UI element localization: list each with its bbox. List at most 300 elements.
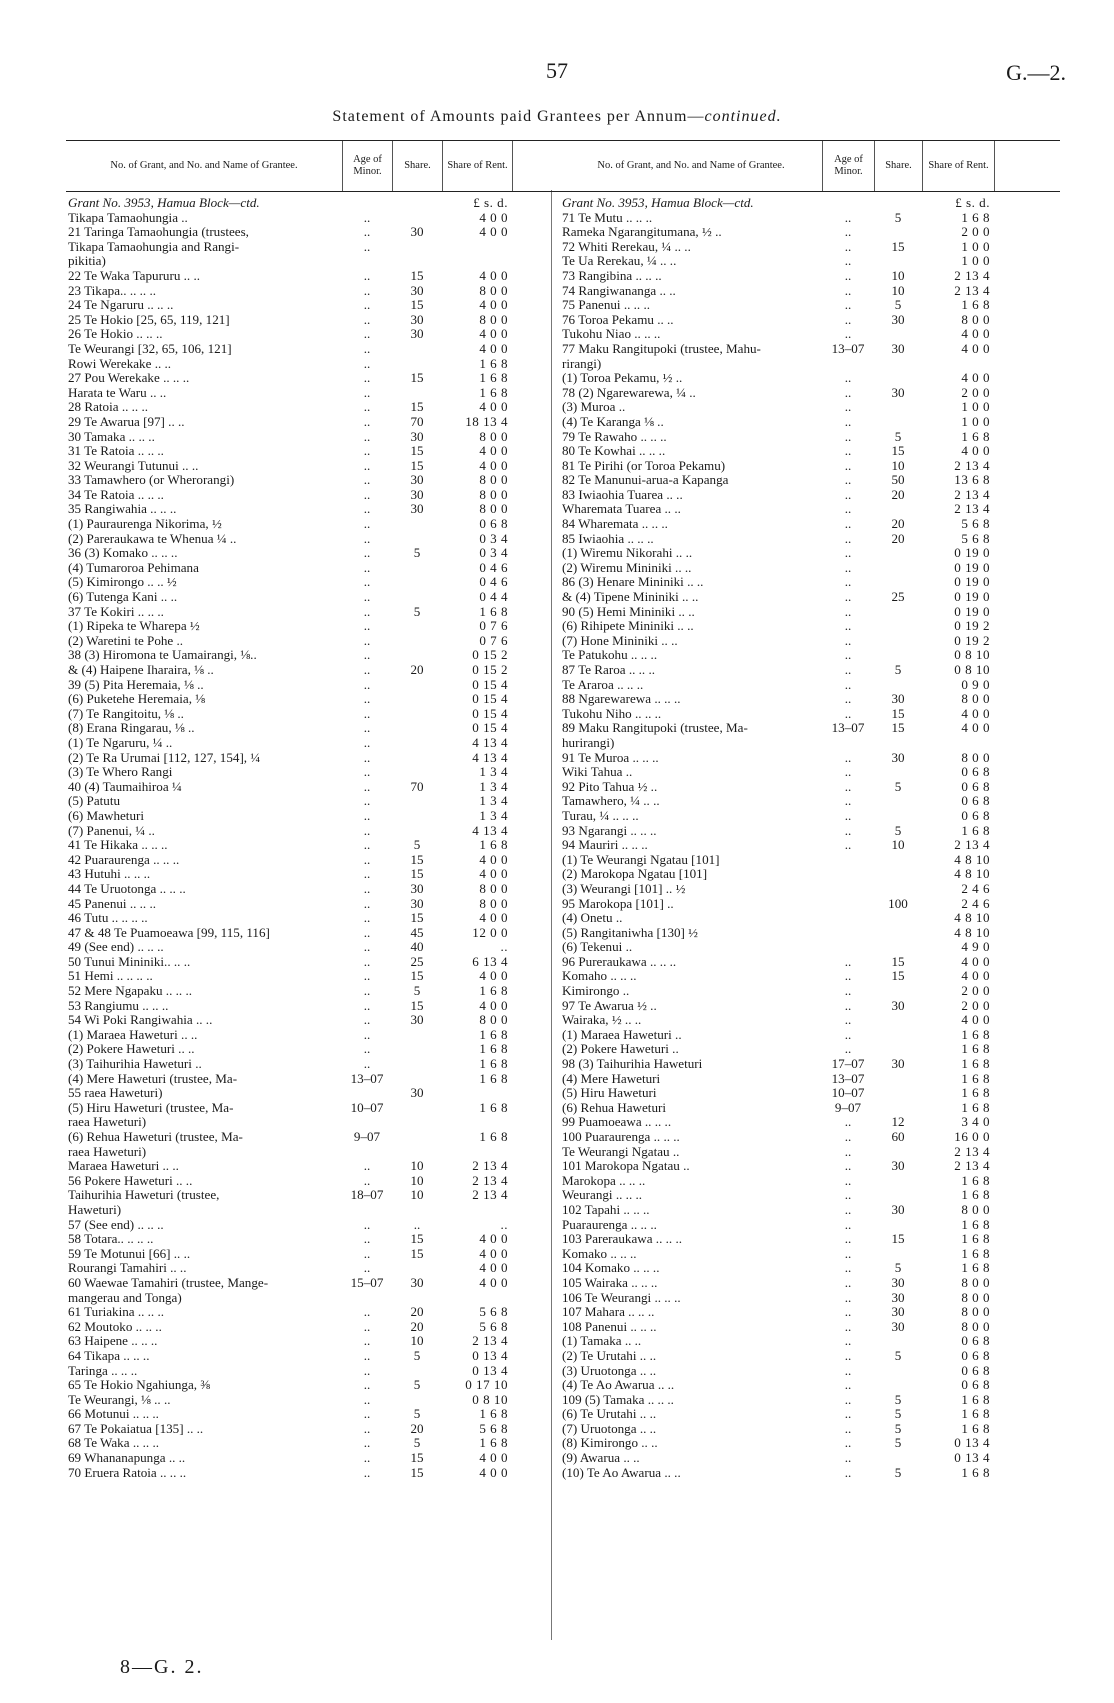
share-value <box>874 736 922 751</box>
share-value <box>392 211 442 226</box>
share-value: 15 <box>410 400 424 415</box>
minor-age: .. <box>844 1465 852 1480</box>
share-value: 15 <box>410 371 424 386</box>
rent-amount: 4 9 0 <box>961 940 990 955</box>
minor-age: .. <box>844 1421 852 1436</box>
minor-age: .. <box>363 1465 371 1480</box>
share-value: 30 <box>410 473 424 488</box>
share-value <box>874 1334 922 1349</box>
table-row <box>66 634 578 649</box>
grantee-name: (3) Taihurihia Haweturi .. <box>68 1057 202 1072</box>
minor-age: .. <box>363 721 371 736</box>
minor-age: .. <box>844 1334 852 1349</box>
share-value <box>874 1174 922 1189</box>
table-row <box>560 634 1060 649</box>
grantee-name: Te Weurangi [32, 65, 106, 121] <box>68 341 232 356</box>
rent-amount: 0 8 10 <box>954 648 990 663</box>
table-row <box>560 517 1060 532</box>
share-value <box>874 400 922 415</box>
table-row <box>66 1393 578 1408</box>
rent-amount: 4 0 0 <box>961 341 990 356</box>
share-value <box>392 1291 442 1306</box>
table-row <box>560 1291 1060 1306</box>
share-value: 30 <box>410 429 424 444</box>
share-value <box>392 1364 442 1379</box>
share-value <box>392 721 442 736</box>
table-row <box>66 751 578 766</box>
rent-amount: 18 13 4 <box>465 414 508 429</box>
table-row <box>560 342 1060 357</box>
minor-age: .. <box>363 692 371 707</box>
rent-amount: 2 13 4 <box>954 458 990 473</box>
share-value <box>392 561 442 576</box>
rent-amount: 1 6 8 <box>479 1057 508 1072</box>
share-value: 30 <box>410 1275 424 1290</box>
grantee-name: 69 Whananapunga .. .. <box>68 1451 186 1466</box>
grantee-name: (7) Uruotonga .. .. <box>562 1421 657 1436</box>
table-row <box>66 955 578 970</box>
share-value: 25 <box>410 954 424 969</box>
table-row <box>66 1130 578 1145</box>
share-value: 10 <box>891 283 905 298</box>
table-row <box>560 473 1060 488</box>
table-row <box>66 780 578 795</box>
rent-amount: 8 0 0 <box>479 881 508 896</box>
table-row <box>66 999 578 1014</box>
table-row <box>560 1232 1060 1247</box>
share-value <box>874 619 922 634</box>
rent-amount: 8 0 0 <box>479 502 508 517</box>
rent-amount: 5 6 8 <box>479 1319 508 1334</box>
minor-age: .. <box>844 1188 852 1203</box>
minor-age: .. <box>363 867 371 882</box>
minor-age: .. <box>844 1144 852 1159</box>
header-share: Share. <box>874 141 922 191</box>
rent-amount: 1 3 4 <box>479 808 508 823</box>
minor-age: .. <box>363 312 371 327</box>
table-row <box>560 327 1060 342</box>
grantee-name: (7) Panenui, ¼ .. <box>68 823 155 838</box>
rent-amount: 6 13 4 <box>472 954 508 969</box>
minor-age: .. <box>363 341 371 356</box>
rent-amount: 1 6 8 <box>961 1407 990 1422</box>
table-row <box>560 897 1060 912</box>
grantee-name: 101 Marokopa Ngatau .. <box>562 1159 690 1174</box>
rent-amount: 2 13 4 <box>954 1144 990 1159</box>
grantee-name: (6) Rehua Haweturi (trustee, Ma- <box>68 1130 243 1144</box>
table-row <box>66 1247 578 1262</box>
share-value <box>392 1130 442 1145</box>
grantee-name: 83 Iwiaohia Tuarea .. .. <box>562 487 683 502</box>
rent-amount: 4 0 0 <box>479 1232 508 1247</box>
rent-amount: 2 0 0 <box>961 984 990 999</box>
share-value <box>874 1013 922 1028</box>
table-row <box>560 1247 1060 1262</box>
table-row <box>66 911 578 926</box>
minor-age: .. <box>844 268 852 283</box>
share-value: 5 <box>894 823 902 838</box>
share-value: 30 <box>410 312 424 327</box>
table-row <box>66 1305 578 1320</box>
grantee-name: (8) Erana Ringarau, ⅛ .. <box>68 721 195 736</box>
share-value <box>392 678 442 693</box>
minor-age <box>342 1203 392 1218</box>
table-row <box>66 400 578 415</box>
minor-age: .. <box>363 677 371 692</box>
table-row <box>560 619 1060 634</box>
grantee-name: 29 Te Awarua [97] .. .. <box>68 414 185 429</box>
grantee-name: 74 Rangiwananga .. .. <box>562 283 676 298</box>
table-row <box>560 853 1060 868</box>
rent-amount: 8 0 0 <box>961 692 990 707</box>
grantee-name: (3) Te Whero Rangi <box>68 765 173 780</box>
share-value <box>392 357 442 372</box>
rent-amount: 1 6 8 <box>479 1042 508 1057</box>
table-row <box>66 1188 578 1203</box>
minor-age: .. <box>363 954 371 969</box>
minor-age: .. <box>844 954 852 969</box>
minor-age: .. <box>363 1261 371 1276</box>
rent-amount: 0 3 4 <box>479 531 508 546</box>
grantee-name: Komako .. .. .. <box>562 1246 637 1261</box>
title-continued: continued. <box>704 108 782 125</box>
grantee-name: 92 Pito Tahua ½ .. <box>562 779 658 794</box>
minor-age: .. <box>363 400 371 415</box>
rent-amount: 1 6 8 <box>961 1100 990 1115</box>
table-row <box>66 1334 578 1349</box>
share-value: 30 <box>410 327 424 342</box>
rent-amount: 13 6 8 <box>954 473 990 488</box>
rent-amount: 1 6 8 <box>961 1086 990 1101</box>
share-value: 15 <box>410 1232 424 1247</box>
grantee-name: 26 Te Hokio .. .. .. <box>68 327 163 342</box>
minor-age: .. <box>844 1173 852 1188</box>
rent-amount: .. <box>500 1217 508 1232</box>
grantee-name: 40 (4) Taumaihiroa ¼ <box>68 779 182 794</box>
share-value <box>874 1072 922 1087</box>
table-row <box>560 284 1060 299</box>
header-share: Share. <box>392 141 442 191</box>
grantee-name: 39 (5) Pita Heremaia, ⅛ .. <box>68 677 204 692</box>
grantee-name: (4) Onetu .. <box>562 911 623 926</box>
minor-age: .. <box>844 298 852 313</box>
minor-age: .. <box>844 210 852 225</box>
table-row <box>66 648 578 663</box>
grantee-name: 106 Te Weurangi .. .. .. <box>562 1290 681 1305</box>
share-value: 100 <box>888 896 908 911</box>
grantee-name: 58 Totara.. .. .. .. <box>68 1232 154 1247</box>
share-value: 15 <box>891 706 905 721</box>
rent-amount: 4 0 0 <box>479 852 508 867</box>
grantee-name: (10) Te Ao Awarua .. .. <box>562 1465 681 1480</box>
grantee-name: (3) Muroa .. <box>562 400 626 415</box>
share-value <box>392 794 442 809</box>
header-age: Age of Minor. <box>822 141 874 191</box>
minor-age <box>342 1291 392 1306</box>
grantee-name: (5) Kimirongo .. .. ½ <box>68 575 177 590</box>
grantee-name: 64 Tikapa .. .. .. <box>68 1348 150 1363</box>
rent-amount: 4 8 10 <box>954 911 990 926</box>
rent-amount: 2 13 4 <box>472 1334 508 1349</box>
page-number: 57 <box>546 58 568 83</box>
share-value: 5 <box>894 779 902 794</box>
table-row <box>560 386 1060 401</box>
share-value: 15 <box>410 911 424 926</box>
grantee-name: 63 Haipene .. .. .. <box>68 1334 158 1349</box>
minor-age: .. <box>363 838 371 853</box>
grantee-name: 103 Pareraukawa .. .. .. <box>562 1232 682 1247</box>
minor-age: .. <box>363 940 371 955</box>
table-row <box>560 575 1060 590</box>
table-row <box>66 1276 578 1291</box>
minor-age: .. <box>363 458 371 473</box>
minor-age: .. <box>363 823 371 838</box>
table-row <box>560 751 1060 766</box>
rent-amount: 5 6 8 <box>479 1421 508 1436</box>
share-value: 5 <box>894 1348 902 1363</box>
minor-age: .. <box>844 283 852 298</box>
table-row <box>66 867 578 882</box>
grantee-name: pikitia) <box>68 254 106 269</box>
grantee-name: 68 Te Waka .. .. .. <box>68 1436 160 1451</box>
grantee-name: Te Araroa .. .. .. <box>562 677 644 692</box>
minor-age: .. <box>844 619 852 634</box>
rent-amount: 1 6 8 <box>961 210 990 225</box>
rent-amount <box>442 1145 512 1160</box>
table-row <box>66 897 578 912</box>
share-value: 15 <box>410 1246 424 1261</box>
share-value: 10 <box>410 1334 424 1349</box>
minor-age: .. <box>363 356 371 371</box>
grantee-name: Taringa .. .. .. <box>68 1363 138 1378</box>
table-row <box>560 882 1060 897</box>
table-row <box>66 211 578 226</box>
rent-amount: .. <box>500 940 508 955</box>
grantee-name: 78 (2) Ngarewarewa, ¼ .. <box>562 385 696 400</box>
grantee-name: (2) Waretini te Pohe .. <box>68 633 184 648</box>
share-value <box>392 1101 442 1116</box>
table-row <box>66 502 578 517</box>
share-value: 5 <box>894 1465 902 1480</box>
minor-age: .. <box>844 575 852 590</box>
rent-amount: 0 7 6 <box>479 633 508 648</box>
grantee-name: Haweturi) <box>68 1202 122 1217</box>
table-row <box>560 736 1060 751</box>
table-row <box>66 327 578 342</box>
grantee-name: 54 Wi Poki Rangiwahia .. .. <box>68 1013 213 1028</box>
minor-age: .. <box>363 225 371 240</box>
rent-amount: 1 6 8 <box>479 1436 508 1451</box>
table-row <box>66 532 578 547</box>
grantee-name: (6) Te Urutahi .. .. <box>562 1407 657 1422</box>
grantee-name: (1) Maraea Haweturi .. <box>562 1027 682 1042</box>
grantee-name: raea Haweturi) <box>68 1144 147 1159</box>
table-row <box>560 969 1060 984</box>
share-value: 30 <box>891 312 905 327</box>
rent-amount: 0 13 4 <box>472 1363 508 1378</box>
header-name: No. of Grant, and No. and Name of Grantee. <box>597 160 785 171</box>
grantee-name: (4) Mere Haweturi <box>562 1071 661 1086</box>
header-rent: Share of Rent. <box>442 141 512 191</box>
table-row <box>560 911 1060 926</box>
minor-age <box>822 911 874 926</box>
minor-age: .. <box>363 1334 371 1349</box>
rent-amount: 0 4 6 <box>479 575 508 590</box>
table-row <box>560 546 1060 561</box>
rent-amount: 4 0 0 <box>479 400 508 415</box>
grantee-name: (7) Te Rangitoitu, ⅛ .. <box>68 706 184 721</box>
rent-amount: 0 19 0 <box>954 590 990 605</box>
rent-amount: 0 6 8 <box>961 765 990 780</box>
table-row <box>66 415 578 430</box>
table-row <box>560 838 1060 853</box>
share-value: 15 <box>410 458 424 473</box>
share-value <box>874 371 922 386</box>
rent-amount <box>922 736 994 751</box>
table-row <box>560 663 1060 678</box>
share-value <box>874 678 922 693</box>
rent-amount: 4 0 0 <box>961 954 990 969</box>
rent-amount: 1 6 8 <box>961 1188 990 1203</box>
rent-amount: 1 0 0 <box>961 239 990 254</box>
table-row <box>560 1115 1060 1130</box>
table-row <box>66 1378 578 1393</box>
share-value: 5 <box>894 1407 902 1422</box>
grantee-name: (4) Te Ao Awarua .. .. <box>562 1378 675 1393</box>
minor-age: .. <box>363 969 371 984</box>
table-row <box>560 532 1060 547</box>
share-value: 5 <box>413 1378 421 1393</box>
table-row <box>560 678 1060 693</box>
share-value: 5 <box>894 210 902 225</box>
minor-age: .. <box>844 487 852 502</box>
table-row <box>560 1159 1060 1174</box>
share-value: 15 <box>891 1232 905 1247</box>
table-row <box>66 371 578 386</box>
table-row <box>66 721 578 736</box>
grantee-name: 97 Te Awarua ½ .. <box>562 998 657 1013</box>
rent-amount: 0 15 4 <box>472 706 508 721</box>
header-name: No. of Grant, and No. and Name of Grantee. <box>110 160 298 171</box>
rent-amount: 0 19 0 <box>954 546 990 561</box>
minor-age: .. <box>363 1305 371 1320</box>
grantee-name: 35 Rangiwahia .. .. .. <box>68 502 177 517</box>
share-value: 5 <box>894 663 902 677</box>
grantee-name: 96 Pureraukawa .. .. .. <box>562 954 677 969</box>
rent-amount: 0 6 8 <box>961 808 990 823</box>
rent-amount: 8 0 0 <box>961 1290 990 1305</box>
table-row <box>66 1218 578 1233</box>
grantee-name: 94 Mauriri .. .. .. <box>562 838 648 853</box>
rent-amount: 4 0 0 <box>479 1275 508 1290</box>
table-row <box>66 853 578 868</box>
rent-amount: 4 0 0 <box>479 1451 508 1466</box>
share-value <box>874 1188 922 1203</box>
table-row <box>560 1393 1060 1408</box>
share-value <box>874 225 922 240</box>
rent-amount: 4 8 10 <box>954 852 990 867</box>
minor-age: .. <box>363 429 371 444</box>
grantee-name: 87 Te Raroa .. .. .. <box>562 663 656 677</box>
share-value: 15 <box>410 268 424 283</box>
minor-age: .. <box>844 1261 852 1276</box>
table-row <box>66 1086 578 1101</box>
rent-amount: 4 0 0 <box>961 706 990 721</box>
rent-amount: 0 8 10 <box>954 663 990 677</box>
rent-amount: 0 4 6 <box>479 560 508 575</box>
grantee-name: 89 Maku Rangitupoki (trustee, Ma- <box>562 721 748 736</box>
grantee-name: Tukohu Niao .. .. .. <box>562 327 661 342</box>
minor-age: 13–07 <box>831 721 865 736</box>
minor-age <box>342 1086 392 1101</box>
share-value: 30 <box>891 998 905 1013</box>
minor-age: .. <box>363 487 371 502</box>
grantee-name: 82 Te Manunui-arua-a Kapanga <box>562 473 729 488</box>
minor-age: .. <box>363 881 371 896</box>
grantee-name: 32 Weurangi Tutunui .. .. <box>68 458 199 473</box>
rent-amount: 8 0 0 <box>479 487 508 502</box>
minor-age: .. <box>363 765 371 780</box>
share-value: 20 <box>410 1319 424 1334</box>
rent-amount <box>442 1086 512 1101</box>
table-row <box>560 926 1060 941</box>
minor-age: .. <box>363 414 371 429</box>
table-row <box>66 240 578 255</box>
minor-age: .. <box>363 1378 371 1393</box>
table-row <box>66 1115 578 1130</box>
table-row <box>66 1057 578 1072</box>
rent-amount: 4 0 0 <box>479 458 508 473</box>
rent-amount: 4 13 4 <box>472 823 508 838</box>
share-value: 5 <box>413 546 421 561</box>
rent-amount: 1 0 0 <box>961 254 990 269</box>
table-row <box>560 1466 1060 1481</box>
rent-amount: 8 0 0 <box>961 1275 990 1290</box>
rent-amount: 1 3 4 <box>479 794 508 809</box>
share-value: 10 <box>891 268 905 283</box>
grantee-name: 60 Waewae Tamahiri (trustee, Mange- <box>68 1275 269 1290</box>
grantee-name: Komaho .. .. .. <box>562 969 637 984</box>
minor-age: .. <box>844 1042 852 1057</box>
table-row <box>66 1159 578 1174</box>
table-row <box>560 590 1060 605</box>
grantee-name: (1) Wiremu Nikorahi .. .. <box>562 546 693 561</box>
share-value: 25 <box>891 590 905 605</box>
table-row <box>66 1013 578 1028</box>
share-value: 30 <box>891 1305 905 1320</box>
table-row <box>66 254 578 269</box>
minor-age <box>342 254 392 269</box>
rent-amount: 1 6 8 <box>961 1042 990 1057</box>
share-value <box>874 1101 922 1116</box>
share-value <box>874 794 922 809</box>
header-age: Age of Minor. <box>342 141 392 191</box>
grantee-name: rirangi) <box>562 356 602 371</box>
table-row <box>560 1013 1060 1028</box>
share-value <box>874 853 922 868</box>
minor-age: .. <box>363 239 371 254</box>
share-value: .. <box>413 1217 421 1232</box>
share-value: 5 <box>413 1348 421 1363</box>
rent-amount: 4 0 0 <box>961 721 990 736</box>
minor-age: 10–07 <box>831 1086 865 1101</box>
rent-amount: 1 6 8 <box>479 1071 508 1086</box>
rent-amount: 1 6 8 <box>479 984 508 999</box>
table-row <box>560 1203 1060 1218</box>
rent-amount: 8 0 0 <box>961 1202 990 1217</box>
table-row <box>560 794 1060 809</box>
rent-amount: 4 0 0 <box>961 327 990 342</box>
